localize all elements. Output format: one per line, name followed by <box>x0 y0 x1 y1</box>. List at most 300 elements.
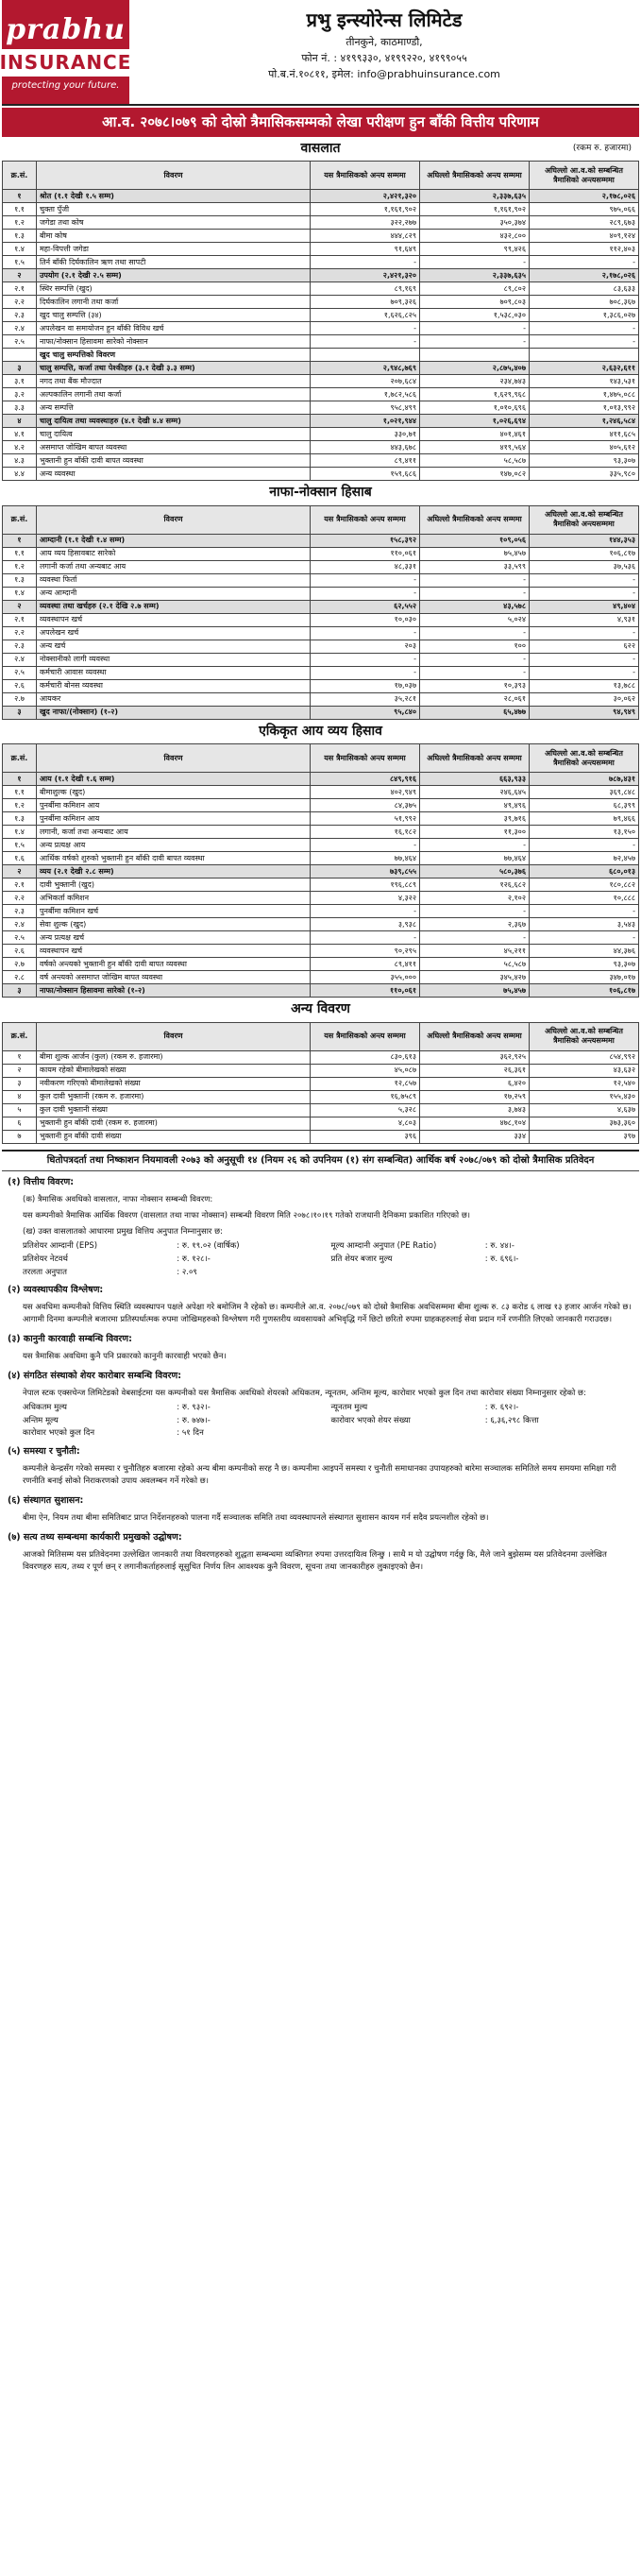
row-value: ११२,४०३ <box>530 243 639 256</box>
row-value: ९५८,४९९ <box>311 401 420 415</box>
row-value: ५,३२८ <box>311 1103 420 1117</box>
share-row-2 <box>2 1415 639 1428</box>
row-value: ४,८०३ <box>311 1117 420 1130</box>
row-value: - <box>530 573 639 587</box>
table-row <box>3 1103 639 1117</box>
table-row <box>3 375 639 388</box>
row-value: १७,२५९ <box>420 1090 530 1103</box>
row-value: ४९,४९६ <box>420 799 530 812</box>
row-value: १,५३८,०३० <box>420 309 530 322</box>
row-value: १५८,३९२ <box>311 534 420 547</box>
row-value: ३४५,४२७ <box>420 971 530 984</box>
row-value: ३६९,८४८ <box>530 786 639 799</box>
row-value: १,०१३,९९२ <box>530 401 639 415</box>
row-value: ७२,४५७ <box>530 852 639 865</box>
note-5-heading: (५) समस्या र चुनौती: <box>8 1445 80 1457</box>
pl-title: नाफा-नोक्सान हिसाब <box>269 485 372 501</box>
row-number: २ <box>3 865 37 879</box>
share-value: : रु. ९३२।- <box>177 1403 211 1413</box>
row-number: १ <box>3 190 37 203</box>
row-description: जगेडा तथा कोष <box>37 216 311 230</box>
row-value: ७०८,३६७ <box>530 296 639 309</box>
row-number: २.८ <box>3 971 37 984</box>
row-description: चालु सम्पत्ति, कर्जा तथा पेश्कीहरु (३.१ देखी ३.३ सम्म) <box>37 362 311 375</box>
table-row <box>3 388 639 401</box>
row-value: ५८,५८७ <box>420 958 530 971</box>
row-value: - <box>311 931 420 945</box>
row-value: - <box>530 626 639 640</box>
row-value: - <box>420 587 530 600</box>
row-value: ६८,३९९ <box>530 799 639 812</box>
table-row <box>3 706 639 719</box>
row-value: - <box>311 905 420 918</box>
row-value: ४४,३७६ <box>530 945 639 958</box>
ratio-value: : रु. ४४।- <box>484 1241 514 1252</box>
row-value: १,२४६,५८४ <box>530 415 639 428</box>
row-value: ४५,०८७ <box>311 1064 420 1077</box>
row-value: २६,३६१ <box>420 1064 530 1077</box>
row-value: १,४७५,०८८ <box>530 388 639 401</box>
row-number: ४ <box>3 415 37 428</box>
company-logo <box>0 0 132 104</box>
row-value: ३२२,२७७ <box>311 216 420 230</box>
row-description: आर्थिक वर्षको शुरुको भुक्तानी हुन बाँकी दावी बापत व्यवस्था <box>37 852 311 865</box>
row-value: - <box>311 573 420 587</box>
row-value: १७,०३७ <box>311 679 420 692</box>
row-value: १४७,०८२ <box>420 468 530 481</box>
row-value: - <box>420 322 530 335</box>
share-value: : ५१ दिन <box>177 1428 204 1439</box>
row-description: नोक्सानीको लागी व्यवस्था <box>37 653 311 666</box>
table-row <box>3 892 639 905</box>
row-value: ११०,०६१ <box>311 547 420 560</box>
note-2-heading: (२) व्यवस्थापकीय विश्लेषण: <box>8 1285 104 1296</box>
row-description: पुनर्बीमा कमिशन खर्च <box>37 905 311 918</box>
row-value: २,३६७ <box>420 918 530 931</box>
row-description: कर्मचारी आवास व्यवस्था <box>37 666 311 679</box>
table-row <box>3 282 639 296</box>
row-value: ५,०२४ <box>420 613 530 626</box>
table-row <box>3 799 639 812</box>
table-header-row <box>3 744 639 773</box>
row-description: चालु दायित्व <box>37 428 311 441</box>
row-value: १६,७५८९ <box>311 1090 420 1103</box>
row-description: खुद चालु सम्पत्ति (३४) <box>37 309 311 322</box>
row-number: २.४ <box>3 918 37 931</box>
row-number: ६ <box>3 1117 37 1130</box>
table-row <box>3 335 639 349</box>
row-value: १०,३९३ <box>420 679 530 692</box>
row-value: ३९,७१६ <box>420 812 530 826</box>
ratio-label: प्रति शेयर बजार मुल्य <box>330 1254 393 1265</box>
row-number: २.२ <box>3 626 37 640</box>
row-value: २४६,६४५ <box>420 786 530 799</box>
column-header: अघिल्लो आ.व.को सम्बन्धित त्रैमासिको अन्त्यसम्ममा <box>530 505 639 534</box>
row-value: १२,५४० <box>530 1077 639 1090</box>
share-label: अन्तिम मूल्य <box>23 1415 59 1425</box>
row-value: ९४,९४९ <box>530 706 639 719</box>
bs-section-title <box>2 137 639 162</box>
row-value: २८९,६७३ <box>530 216 639 230</box>
table-row <box>3 256 639 269</box>
column-header: अघिल्लो त्रैमासिकको अन्त्य सम्ममा <box>420 162 530 190</box>
table-row <box>3 216 639 230</box>
table-row <box>3 190 639 203</box>
column-header: क्र.सं. <box>3 162 37 190</box>
row-value: - <box>530 335 639 349</box>
row-number: २.३ <box>3 905 37 918</box>
share-row-1 <box>2 1402 639 1415</box>
row-value: ४१९,५६४ <box>420 441 530 454</box>
column-header: विवरण <box>37 162 311 190</box>
row-number: १.५ <box>3 256 37 269</box>
row-description: चुक्ता पुँजी <box>37 203 311 216</box>
table-row <box>3 945 639 958</box>
row-value: ३५,२८१ <box>311 692 420 706</box>
row-number <box>3 349 37 362</box>
row-description: अभिकर्ता कमिशन <box>37 892 311 905</box>
column-header: क्र.सं. <box>3 1022 37 1050</box>
row-description: वर्षको अन्त्यको भुक्तानी हुन बाँकी दावी बापत व्यवस्था <box>37 958 311 971</box>
row-description: आय व्यय हिसावबाट सारेको <box>37 547 311 560</box>
row-value: ७७,४६४ <box>311 852 420 865</box>
row-description: बीमाशुल्क (खुद) <box>37 786 311 799</box>
row-number: १ <box>3 1050 37 1064</box>
column-header: विवरण <box>37 744 311 773</box>
ratio-value: : रु. ६९६।- <box>484 1254 519 1265</box>
row-value: - <box>530 905 639 918</box>
row-number: १.६ <box>3 852 37 865</box>
row-number: २.१ <box>3 879 37 892</box>
row-value: १२६,६८२ <box>420 879 530 892</box>
table-row <box>3 865 639 879</box>
row-value: २,४२१,३२० <box>311 190 420 203</box>
row-value: ८९,१६९ <box>311 282 420 296</box>
row-value: ३५०,३७४ <box>420 216 530 230</box>
row-value: - <box>311 256 420 269</box>
ratio-row-3 <box>2 1267 639 1280</box>
row-value: ७८७,४३१ <box>530 773 639 786</box>
row-description: आयकर <box>37 692 311 706</box>
row-number: १ <box>3 773 37 786</box>
row-value: ३,७४३ <box>420 1103 530 1117</box>
table-row <box>3 322 639 335</box>
row-value: १५५,४३० <box>530 1090 639 1103</box>
row-value: ८४९,९१६ <box>311 773 420 786</box>
row-value: ९५,८४० <box>311 706 420 719</box>
row-value: ७७,४६४ <box>420 852 530 865</box>
table-row <box>3 1077 639 1090</box>
row-description: वर्ष अन्त्यको असमाप्त जोखिम बापत व्यवस्था <box>37 971 311 984</box>
row-value: - <box>420 653 530 666</box>
row-value: २,६३२,६११ <box>530 362 639 375</box>
row-value: ४३२,८०० <box>420 230 530 243</box>
pl-section-title <box>2 481 639 505</box>
table-row <box>3 613 639 626</box>
row-value: ३३,५९९ <box>420 560 530 573</box>
row-description: कुल दावी भुक्तानी (रकम रु. हजारमा) <box>37 1090 311 1103</box>
share-value: : रु. ६९२।- <box>484 1403 519 1413</box>
share-value: : रु. ७४७।- <box>177 1415 211 1425</box>
row-value: २,४२१,३२० <box>311 269 420 282</box>
table-row <box>3 243 639 256</box>
note-1c: (ख) उक्त वासलातको आधारमा प्रमुख वित्तिय अनुपात निम्नानुसार छ: <box>23 1227 223 1237</box>
row-description: असमाप्त जोखिम बापत व्यवस्था <box>37 441 311 454</box>
row-value: १,०२६,६९४ <box>420 415 530 428</box>
row-value: - <box>311 653 420 666</box>
row-value: - <box>311 839 420 852</box>
row-value: - <box>530 839 639 852</box>
table-row <box>3 852 639 865</box>
table-row <box>3 812 639 826</box>
row-number: २ <box>3 1064 37 1077</box>
row-number: २.५ <box>3 335 37 349</box>
row-value: १६,१८२ <box>311 826 420 839</box>
row-value: - <box>420 626 530 640</box>
row-value: ४,९३१ <box>530 613 639 626</box>
table-header-row <box>3 162 639 190</box>
row-number: ३.१ <box>3 375 37 388</box>
note-1a: (क) त्रैमासिक अवधिको वासलात, नाफा नोक्सान सम्बन्धी विवरण: <box>23 1194 213 1204</box>
note-5a: कम्पनीले केन्द्रसँग गरेको समस्या र चुनौतिहरु बजारमा रहेको अन्य बीमा कम्पनीको सरह नै छ। कम्पनीमा आइपर्ने समस्या र चुनौती समाधानका उपायहरुको बारेमा सञ्चालक समितिले समय समयमा समिक्षा गरी रणनीति बनाई सोको निराकरणको उपाय अवलम्बन गर्ने गरेको छ। <box>23 1463 616 1486</box>
row-description: नगद तथा बैंक मौज्दात <box>37 375 311 388</box>
table-row <box>3 971 639 984</box>
row-description: बीमा शुल्क आर्जन (कुल) (रकम रु. हजारमा) <box>37 1050 311 1064</box>
row-value: ८९,४११ <box>311 454 420 468</box>
column-header: अघिल्लो त्रैमासिकको अन्त्य सम्ममा <box>420 1022 530 1050</box>
note-4a: नेपाल स्टक एक्सचेन्ज लिमिटेडको वेबसाईटमा यस कम्पनीको यस त्रैमासिक अवधिको शेयरको अधिकतम, न्यूनतम, अन्तिम मूल्य, कारोवार भएको कुल दिन तथा कारोवार संख्या निम्नानुसार रहेको छ: <box>23 1388 586 1398</box>
row-value: - <box>311 587 420 600</box>
row-value: ६८०,०१३ <box>530 865 639 879</box>
row-number: २.६ <box>3 679 37 692</box>
row-value: १२,८५७ <box>311 1077 420 1090</box>
table-row <box>3 666 639 679</box>
row-value: ९१,६४९ <box>311 243 420 256</box>
row-value: - <box>530 322 639 335</box>
row-description: अन्य प्रत्यक्ष आय <box>37 839 311 852</box>
table-header-row <box>3 505 639 534</box>
other-details-table <box>2 1022 639 1144</box>
column-header: यस त्रैमासिकको अन्त्य सम्ममा <box>311 1022 420 1050</box>
header <box>2 0 639 106</box>
row-number: २.५ <box>3 931 37 945</box>
row-description: भुक्तानी हुन बाँकी दावी संख्या <box>37 1130 311 1143</box>
other-title: अन्य विवरण <box>291 1001 350 1017</box>
table-row <box>3 600 639 613</box>
table-row <box>3 1090 639 1103</box>
row-value: ९३,३०७ <box>530 958 639 971</box>
note-3a: यस त्रैमासिक अवधिमा कुनै पनि प्रकारको कानुनी कारवाही भएको छैन। <box>23 1352 227 1362</box>
row-value: ४०९,१२४ <box>530 230 639 243</box>
table-row <box>3 547 639 560</box>
row-value: ६२,५५२ <box>311 600 420 613</box>
row-number: २.२ <box>3 892 37 905</box>
row-value: १०६,८१७ <box>530 547 639 560</box>
table-row <box>3 296 639 309</box>
table-row <box>3 534 639 547</box>
row-value: - <box>420 256 530 269</box>
column-header: अघिल्लो त्रैमासिकको अन्त्य सम्ममा <box>420 505 530 534</box>
row-description: अन्य सम्पत्ति <box>37 401 311 415</box>
row-value: ४३,५७८ <box>420 600 530 613</box>
notes-section <box>2 1150 639 1576</box>
row-value: २८,०६१ <box>420 692 530 706</box>
row-value: ३३४ <box>420 1130 530 1143</box>
note-1b: यस कम्पनीको त्रैमासिक आर्थिक विवरण (वासलात तथा नाफा नोक्सान) सम्बन्धी विवरण मिति २०७८।१०।१९ गतेको राजधानी दैनिकमा प्रकाशित गरिएको छ। <box>23 1211 470 1221</box>
ratio-label: मूल्य आम्दानी अनुपात (PE Ratio) <box>330 1241 437 1252</box>
row-number: १.१ <box>3 547 37 560</box>
row-value <box>311 349 420 362</box>
row-number: ३ <box>3 984 37 998</box>
row-value: ७९,४६६ <box>530 812 639 826</box>
row-number: ४.१ <box>3 428 37 441</box>
row-description: चालु दायित्व तथा व्यवस्थाहरु (४.१ देखी ४.४ सम्म) <box>37 415 311 428</box>
row-value: १,३८६,०२७ <box>530 309 639 322</box>
ratio-value: : २.०९ <box>177 1267 197 1277</box>
row-value: ६,४२० <box>420 1077 530 1090</box>
ratio-row-2 <box>2 1254 639 1267</box>
table-row <box>3 773 639 786</box>
row-number: १.४ <box>3 826 37 839</box>
column-header: अघिल्लो आ.व.को सम्बन्धित त्रैमासिको अन्त्यसम्ममा <box>530 1022 639 1050</box>
row-number: ४.४ <box>3 468 37 481</box>
row-value: ३५५,००० <box>311 971 420 984</box>
company-name: प्रभु इन्स्योरेन्स लिमिटेड <box>306 9 463 31</box>
row-value: ४५,२११ <box>420 945 530 958</box>
row-description: तिर्न बाँकी दिर्घकालिन ऋण तथा सापटी <box>37 256 311 269</box>
row-value: - <box>530 666 639 679</box>
table-row <box>3 679 639 692</box>
row-value: १०,०३० <box>311 613 420 626</box>
row-number: १.३ <box>3 812 37 826</box>
row-value: ९३,३०७ <box>530 454 639 468</box>
row-number: २ <box>3 269 37 282</box>
row-value: ७०९,३२६ <box>311 296 420 309</box>
column-header: अघिल्लो आ.व.को सम्बन्धित त्रैमासिको अन्त्यसम्ममा <box>530 162 639 190</box>
row-number: २.४ <box>3 653 37 666</box>
table-row <box>3 362 639 375</box>
row-value: ७५,४५७ <box>420 547 530 560</box>
row-value: ३९७ <box>530 1130 639 1143</box>
ie-section-title <box>2 720 639 744</box>
table-row <box>3 587 639 600</box>
row-value: १३,७८८ <box>530 679 639 692</box>
row-description: खुद नाफा/(नोक्सान) (१-२) <box>37 706 311 719</box>
bs-title: वासलात <box>300 140 341 156</box>
row-number: ५ <box>3 1103 37 1117</box>
row-value: ३,५४३ <box>530 918 639 931</box>
table-row <box>3 573 639 587</box>
row-description: लगानी कर्जा तथा अन्यबाट आय <box>37 560 311 573</box>
row-value: २३४,७४३ <box>420 375 530 388</box>
row-value: २,३३७,६३५ <box>420 269 530 282</box>
share-label: कारोवार भएको शेयर संख्या <box>330 1415 411 1425</box>
table-row <box>3 1130 639 1143</box>
row-value: ११,३०० <box>420 826 530 839</box>
balance-sheet-table <box>2 161 639 481</box>
row-value: १४४,३५३ <box>530 534 639 547</box>
row-number: २.३ <box>3 309 37 322</box>
row-description: नाफा/नोक्सान हिसावमा सारेको नोक्सान <box>37 335 311 349</box>
row-value: ७५,४५७ <box>420 984 530 998</box>
other-section-title <box>2 998 639 1022</box>
row-value: ९७५,०६६ <box>530 203 639 216</box>
report-title: आ.व. २०७८।०७९ को दोस्रो त्रैमासिकसम्मको लेखा परीक्षण हुन बाँकी वित्तीय परिणाम <box>2 108 639 137</box>
row-value: ६२२ <box>530 640 639 653</box>
row-number: ३.२ <box>3 388 37 401</box>
note-3-heading: (३) कानुनी कारवाही सम्बन्धि विवरण: <box>8 1334 132 1345</box>
table-row <box>3 230 639 243</box>
row-description: बीमा कोष <box>37 230 311 243</box>
row-value: ४७८,१०४ <box>420 1117 530 1130</box>
row-value: १०९,०५६ <box>420 534 530 547</box>
row-description: खुद चालु सम्पत्तिको विवरण <box>37 349 311 362</box>
row-number: १.४ <box>3 243 37 256</box>
row-value: १०० <box>420 640 530 653</box>
row-value: १,१६१,९०२ <box>311 203 420 216</box>
logo-bottom-text: INSURANCE <box>0 49 137 77</box>
column-header: विवरण <box>37 1022 311 1050</box>
row-number: १.४ <box>3 587 37 600</box>
column-header: क्र.सं. <box>3 505 37 534</box>
row-description: व्यवस्था तथा खर्चहरु (२.१ देखि २.७ सम्म) <box>37 600 311 613</box>
row-value: १०६,८१७ <box>530 984 639 998</box>
bs-unit: (रकम रु. हजारमा) <box>572 143 632 153</box>
row-value: ४४३,६७८ <box>311 441 420 454</box>
table-header-row <box>3 1022 639 1050</box>
share-label: कारोवार भएको कुल दिन <box>23 1428 95 1439</box>
row-description: व्यवस्थापन खर्च <box>37 945 311 958</box>
row-description: कर्मचारी बोनस व्यवस्था <box>37 679 311 692</box>
row-value: २,९४८,७६९ <box>311 362 420 375</box>
share-label: न्यूनतम मुल्य <box>330 1403 368 1413</box>
ratio-value: : रु. १२८।- <box>177 1254 211 1265</box>
row-value: ४४४,८२९ <box>311 230 420 243</box>
row-value: ३४७,०१७ <box>530 971 639 984</box>
table-row <box>3 839 639 852</box>
row-value: २,१०२ <box>420 892 530 905</box>
row-number: १.२ <box>3 560 37 573</box>
note-1-heading: (१) वित्तीय विवरण: <box>8 1177 75 1188</box>
table-row <box>3 984 639 998</box>
row-description: महा-विपत्ती जगेडा <box>37 243 311 256</box>
row-number: ७ <box>3 1130 37 1143</box>
row-description: व्यय (२.१ देखी २.८ सम्म) <box>37 865 311 879</box>
row-value: १,६२६,८२५ <box>311 309 420 322</box>
column-header: यस त्रैमासिकको अन्त्य सम्ममा <box>311 505 420 534</box>
table-row <box>3 640 639 653</box>
row-value: ४,६३७ <box>530 1103 639 1117</box>
row-value: १,०२१,९४४ <box>311 415 420 428</box>
row-description: नवीकरण गरिएको बीमालेखको संख्या <box>37 1077 311 1090</box>
row-value: - <box>530 653 639 666</box>
row-number: २.६ <box>3 945 37 958</box>
row-number: १.२ <box>3 216 37 230</box>
table-row <box>3 454 639 468</box>
ratio-label: तरलता अनुपात <box>23 1267 67 1277</box>
row-value: - <box>420 666 530 679</box>
ie-title: एकिकृत आय व्यय हिसाव <box>259 723 382 739</box>
company-email: पो.ब.नं.१०८११, इमेल: info@prabhuinsurance.com <box>268 67 500 80</box>
row-number: २ <box>3 600 37 613</box>
table-row <box>3 653 639 666</box>
ratio-value: : रु. १९.०२ (वार्षिक) <box>177 1241 240 1252</box>
row-value: १५९,६८६ <box>311 468 420 481</box>
row-number: १.१ <box>3 203 37 216</box>
row-value <box>530 349 639 362</box>
table-row <box>3 560 639 573</box>
note-4-heading: (४) संगठित संस्थाको शेयर कारोबार सम्बन्धि विवरण: <box>8 1371 182 1382</box>
